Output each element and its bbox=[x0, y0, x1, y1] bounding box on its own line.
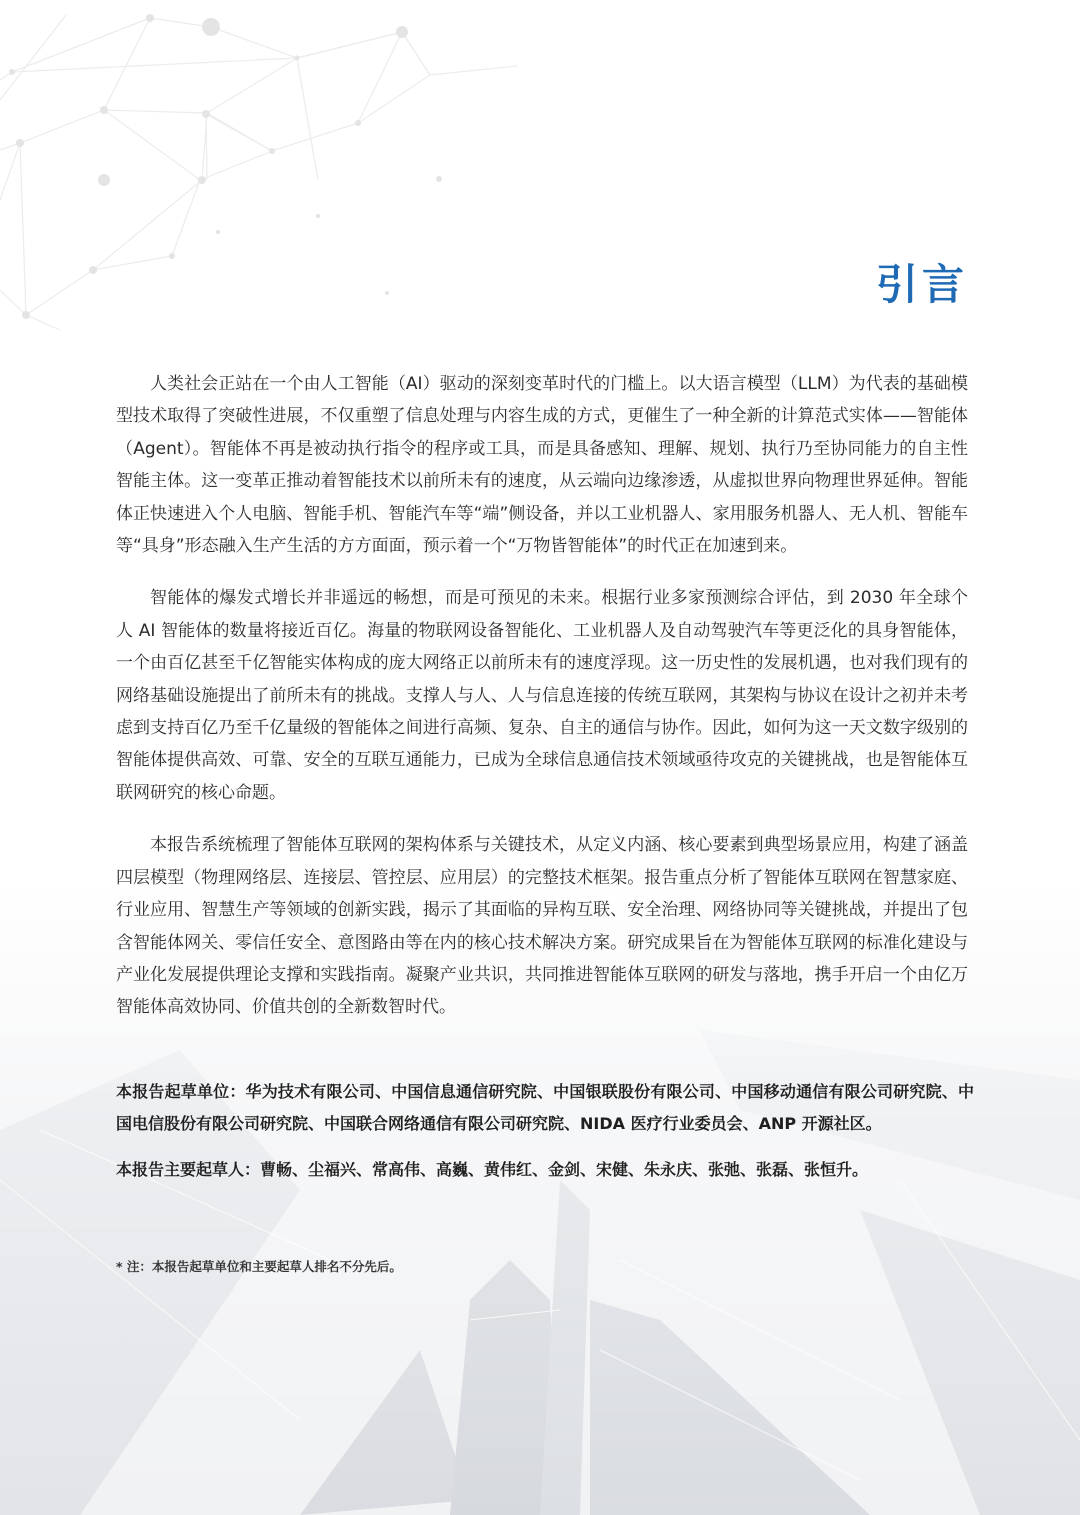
intro-paragraph-3: 本报告系统梳理了智能体互联网的架构体系与关键技术，从定义内涵、核心要素到典型场景应用，构建了涵盖四层模型（物理网络层、连接层、管控层、应用层）的完整技术框架。报告重点分析了智能体互联网在智慧家庭、行业应用、智慧生产等领域的创新实践，揭示了其面临的异构互联、安全治理、网络协同等关键挑战，并提出了包含智能体网关、零信任安全、意图路由等在内的核心技术解决方案。研究成果旨在为智能体互联网的标准化建设与产业化发展提供理论支撑和实践指南。凝聚产业共识，共同推进智能体互联网的研发与落地，携手开启一个由亿万智能体高效协同、价值共创的全新数智时代。 bbox=[116, 835, 968, 1018]
ranking-footnote: * 注：本报告起草单位和主要起草人排名不分先后。 bbox=[116, 1259, 402, 1274]
intro-paragraph-2: 智能体的爆发式增长并非遥远的畅想，而是可预见的未来。根据行业多家预测综合评估，到 2030 年全球个人 AI 智能体的数量将接近百亿。海量的物联网设备智能化、工业机器人及自动驾驶汽车等更泛化的具身智能体，一个由百亿甚至千亿智能实体构成的庞大网络正以前所未有的速度浮现。这一历史性的发展机遇，也对我们现有的网络基础设施提出了前所未有的挑战。支撑人与人、人与信息连接的传统互联网，其架构与协议在设计之初并未考虑到支持百亿乃至千亿量级的智能体之间进行高频、复杂、自主的通信与协作。因此，如何为这一天文数字级别的智能体提供高效、可靠、安全的互联互通能力，已成为全球信息通信技术领域亟待攻克的关键挑战，也是智能体互联网研究的核心命题。 bbox=[116, 588, 968, 803]
main-drafters: 本报告主要起草人：曹畅、尘福兴、常高伟、高巍、黄伟红、金剑、宋健、朱永庆、张弛、张磊、张恒升。 bbox=[116, 1160, 869, 1179]
drafting-units: 本报告起草单位：华为技术有限公司、中国信息通信研究院、中国银联股份有限公司、中国移动通信有限公司研究院、中国电信股份有限公司研究院、中国联合网络通信有限公司研究院、NIDA 医疗行业委员会、ANP 开源社区。 bbox=[116, 1082, 974, 1133]
report-credits bbox=[116, 1076, 974, 1200]
page-title: 引言 bbox=[875, 260, 968, 309]
intro-paragraph-1: 人类社会正站在一个由人工智能（AI）驱动的深刻变革时代的门槛上。以大语言模型（LLM）为代表的基础模型技术取得了突破性进展，不仅重塑了信息处理与内容生成的方式，更催生了一种全新的计算范式实体——智能体（Agent）。智能体不再是被动执行指令的程序或工具，而是具备感知、理解、规划、执行乃至协同能力的自主性智能主体。这一变革正推动着智能技术以前所未有的速度，从云端向边缘渗透，从虚拟世界向物理世界延伸。智能体正快速进入个人电脑、智能手机、智能汽车等“端”侧设备，并以工业机器人、家用服务机器人、无人机、智能车等“具身”形态融入生产生活的方方面面，预示着一个“万物皆智能体”的时代正在加速到来。 bbox=[116, 374, 968, 557]
introduction-body bbox=[116, 368, 968, 1044]
